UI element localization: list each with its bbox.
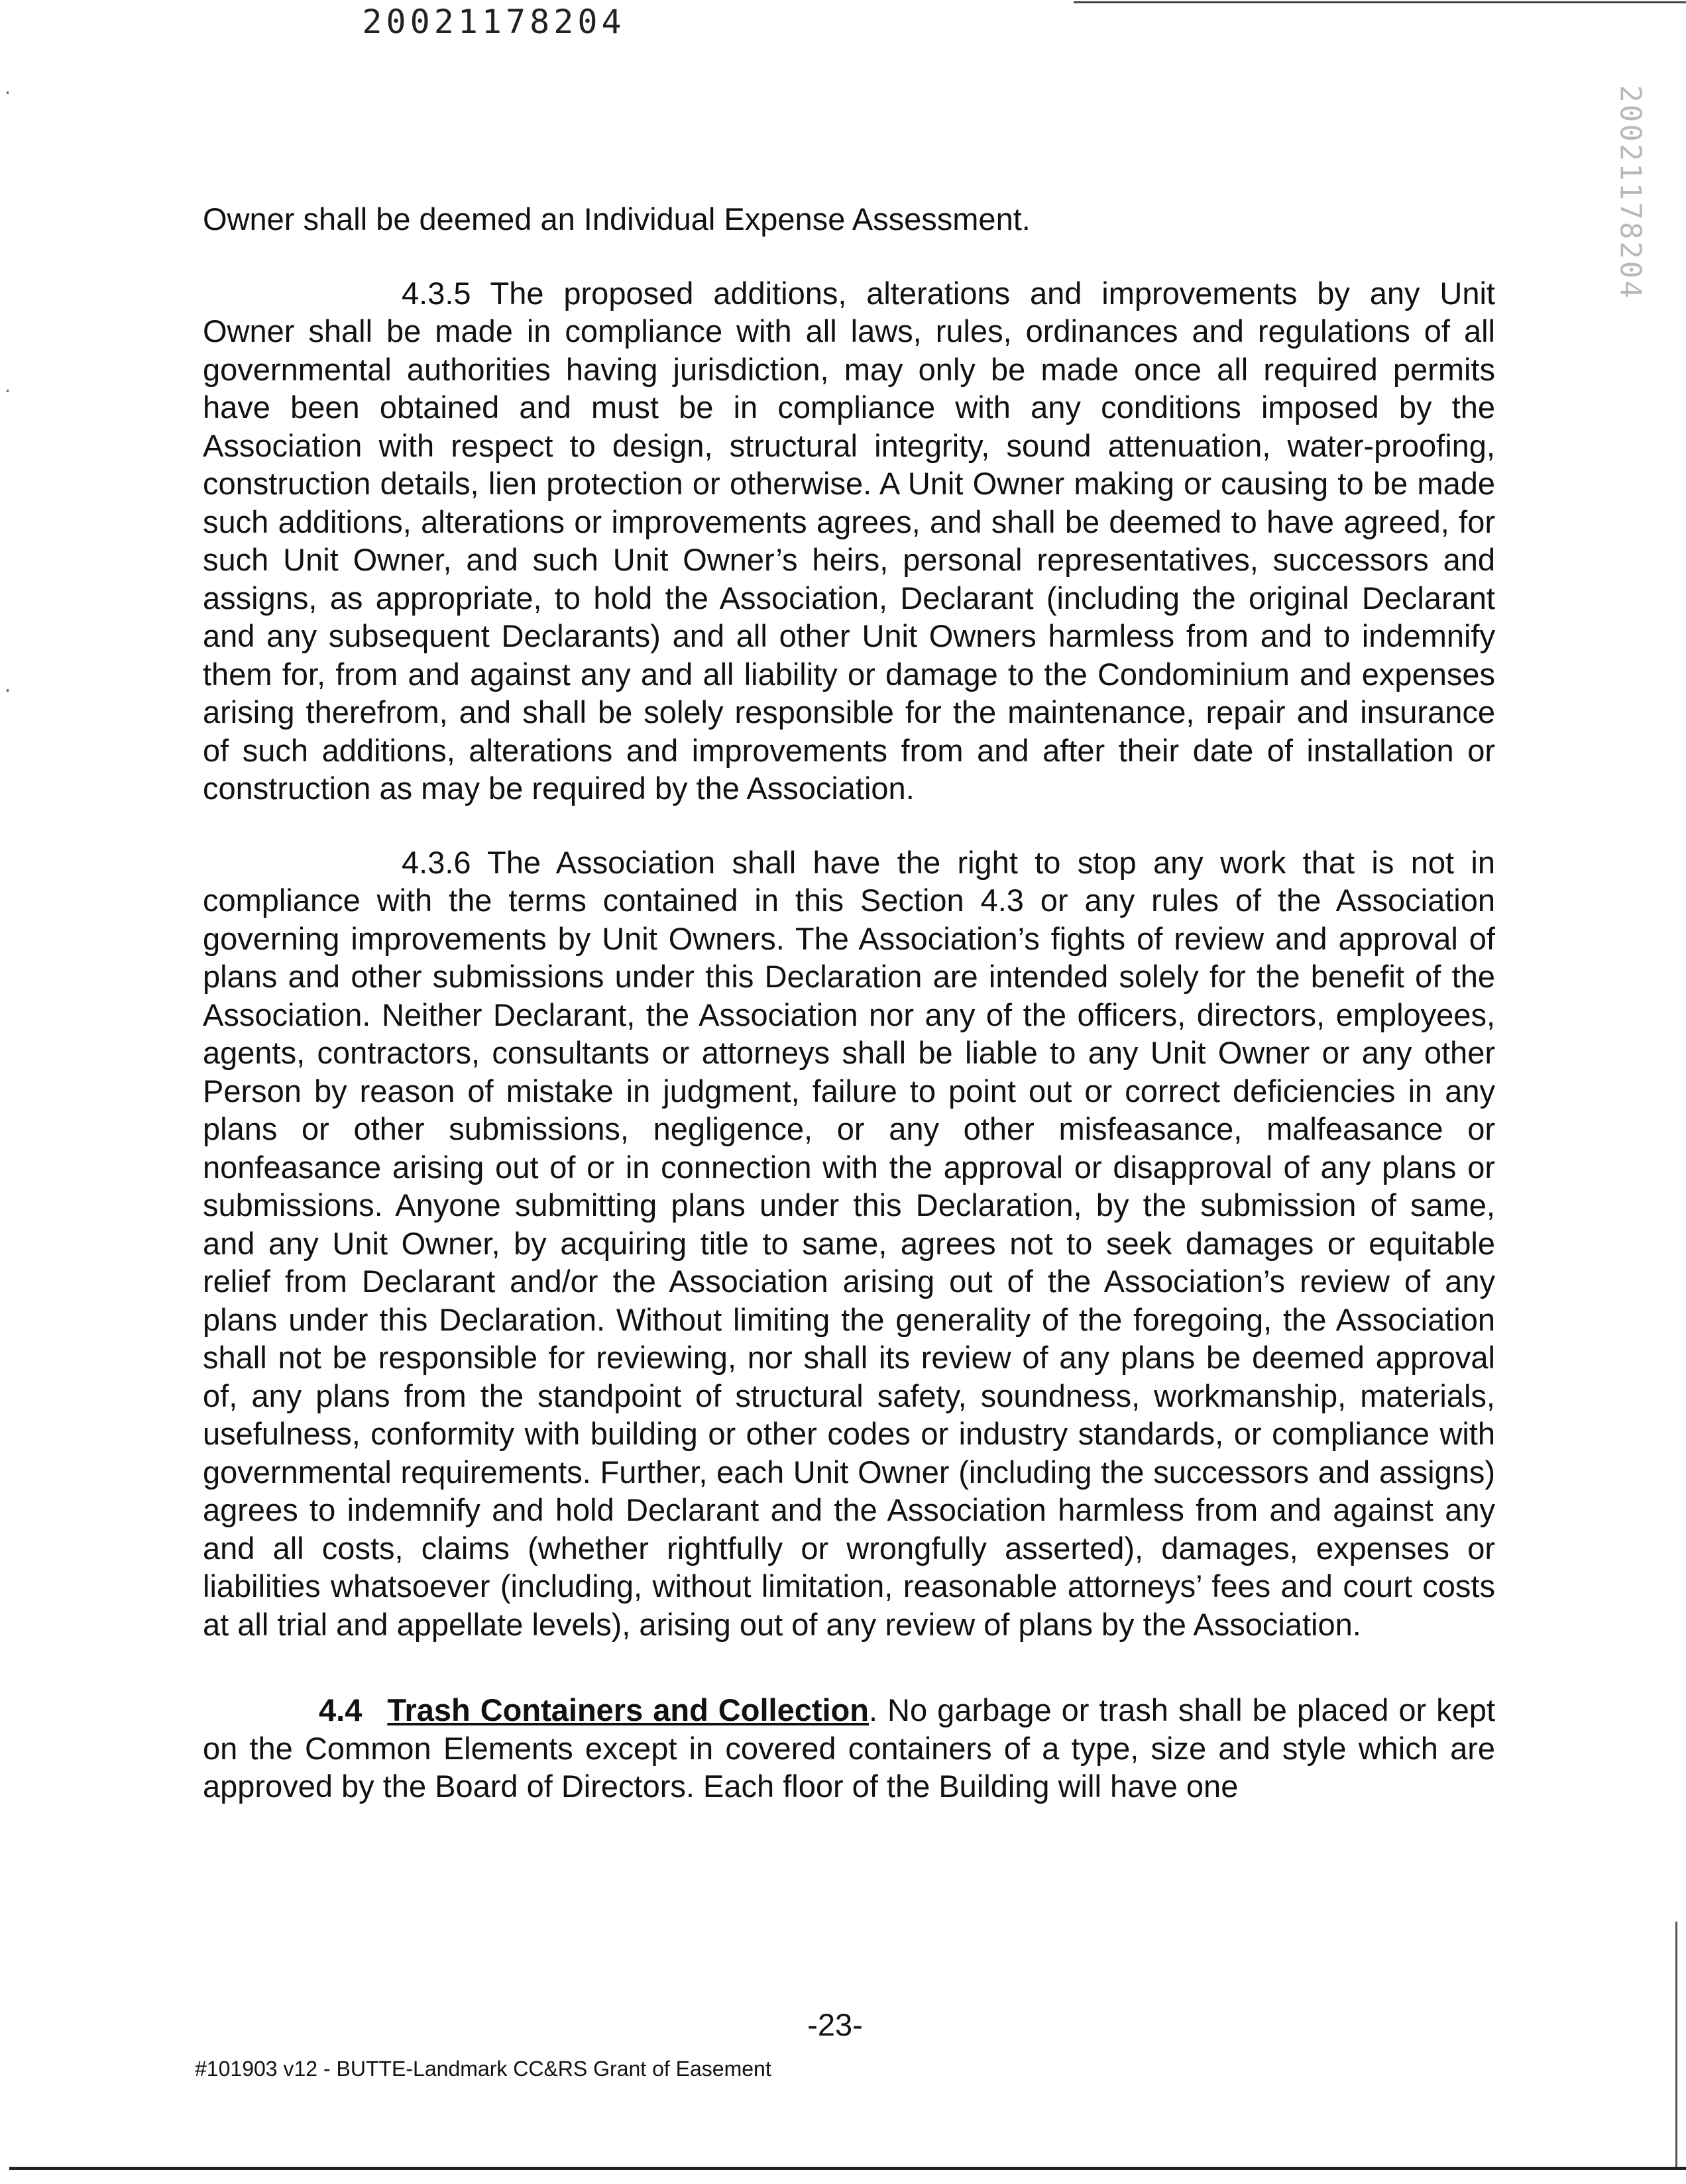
footer-document-id: #101903 v12 - BUTTE-Landmark CC&RS Grant of Easement [195,2057,771,2081]
continuation-paragraph: Owner shall be deemed an Individual Expense Assessment. [203,201,1031,237]
section-number: 4.4 [319,1692,363,1727]
page-number: -23- [807,2007,863,2042]
section-title: Trash Containers and Collection [387,1692,869,1727]
document-body [203,200,1495,1806]
right-scan-edge [1675,1922,1677,2167]
scan-margin-mark [7,689,9,692]
scan-margin-mark [7,91,9,94]
recording-number: 20021178204 [362,3,626,41]
section-4-4-paragraph [203,1691,1495,1806]
bottom-scan-rule [9,2167,1686,2170]
scan-margin-mark [7,390,9,392]
side-recording-stamp [1591,80,1670,305]
paragraph-4-3-6: 4.3.6 The Association shall have the right to stop any work that is not in compliance with the terms contained in this Section 4.3 or any rules of the Association governing improvements by Unit Owners. The Association’s fights of review and approval of plans and other submissions under this Declaration are intended solely for the benefit of the Association. Neither Declarant, the Association nor any of the officers, directors, employees, agents, contractors, consultants or attorneys shall be liable to any Unit Owner or any other Person by reason of mistake in judgment, failure to point out or correct deficiencies in any plans or other submissions, negligence, or any other misfeasance, malfeasance or nonfeasance arising out of or in connection with the approval or disapproval of any plans or submissions. Anyone submitting plans under this Declaration, by the submission of same, and any Unit Owner, by acquiring title to same, agrees not to seek damages or equitable relief from Declarant and/or the Association arising out of the Association’s review of any plans under this Declaration. Without limiting the generality of the foregoing, the Association shall not be responsible for reviewing, nor shall its review of any plans be deemed approval of, any plans from the standpoint of structural safety, soundness, workmanship, materials, usefulness, conformity with building or other codes or industry standards, or compliance with governmental requirements. Further, each Unit Owner (including the successors and assigns) agrees to indemnify and hold Declarant and the Association harmless from and against any and all costs, claims (whether rightfully or wrongfully asserted), damages, expenses or liabilities whatsoever (including, without limitation, reasonable attorneys’ fees and court costs at all trial and appellate levels), arising out of any review of plans by the Association. [203,844,1495,1642]
paragraph-4-3-5: 4.3.5 The proposed additions, alterations and improvements by any Unit Owner shall be made in compliance with all laws, rules, ordinances and regulations of all governmental authorities having jurisdiction, may only be made once all required permits have been obtained and must be in compliance with any conditions imposed by the Association with respect to design, structural integrity, sound attenuation, water-proofing, construction details, lien protection or otherwise. A Unit Owner making or causing to be made such additions, alterations or improvements agrees, and shall be deemed to have agreed, for such Unit Owner, and such Unit Owner’s heirs, personal representatives, successors and assigns, as appropriate, to hold the Association, Declarant (including the original Declarant and any subsequent Declarants) and all other Unit Owners harmless from and to indemnify them for, from and against any and all liability or damage to the Condominium and expenses arising therefrom, and shall be solely responsible for the maintenance, repair and insurance of such additions, alterations and improvements from and after their date of installation or construction as may be required by the Association. [203,275,1495,806]
top-scan-rule [1074,1,1686,3]
side-stamp-text: 20021178204 [1613,84,1648,300]
section-text: . No garbage or trash shall be placed or kept on the Common Elements except in covered containers of a type, size and style which are approved by the Board of Directors. Each floor of the Building will have one [203,1692,1495,1804]
